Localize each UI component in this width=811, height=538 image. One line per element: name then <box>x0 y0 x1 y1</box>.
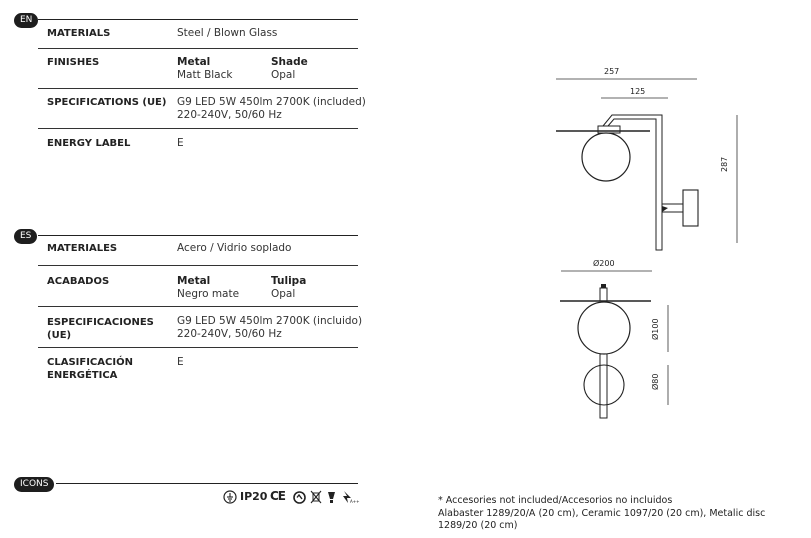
side-globe <box>582 133 630 181</box>
dim-label-125: 125 <box>630 87 646 96</box>
svg-text:A++: A++ <box>350 499 360 504</box>
weee-bin-icon <box>310 490 322 504</box>
es-sep-3 <box>38 347 358 348</box>
en-finish-col2-head: Shade <box>271 56 308 68</box>
es-tag: ES <box>14 229 37 244</box>
es-materials-value: Acero / Vidrio soplado <box>177 242 292 254</box>
dim-label-100: Ø100 <box>651 318 660 340</box>
icons-row <box>223 489 363 505</box>
ip-rating-icon: IP20 <box>240 490 268 503</box>
front-top-stem <box>601 284 606 288</box>
es-spec-line2: 220-240V, 50/60 Hz <box>177 328 282 340</box>
en-finish-col2-value: Opal <box>271 69 296 81</box>
es-spec-line1: G9 LED 5W 450lm 2700K (incluido) <box>177 315 363 327</box>
en-materials-label: MATERIALS <box>47 28 111 39</box>
en-sep-2 <box>38 88 358 89</box>
es-energy-label-line1: CLASIFICACIÓN <box>47 357 133 368</box>
es-finish-col1-head: Metal <box>177 275 211 287</box>
en-sep-1 <box>38 48 358 49</box>
es-energy-value: E <box>177 356 184 368</box>
en-finish-col1-value: Matt Black <box>177 69 233 81</box>
front-cap <box>600 288 607 301</box>
bulb-icon <box>326 490 337 504</box>
en-spec-line1: G9 LED 5W 450lm 2700K (included) <box>177 96 366 108</box>
dim-label-200: Ø200 <box>593 259 615 268</box>
side-wall-mount <box>683 190 698 226</box>
accessories-note-line2: Alabaster 1289/20/A (20 cm), Ceramic 1097/20 (20 cm), Metalic disc <box>438 508 766 519</box>
dim-label-287: 287 <box>720 156 729 172</box>
es-materials-label: MATERIALES <box>47 243 118 254</box>
energy-class-icon <box>341 490 360 504</box>
es-energy-label-line2: ENERGÉTICA <box>47 370 118 381</box>
front-rod <box>600 354 607 418</box>
en-spec-label: SPECIFICATIONS (UE) <box>47 97 167 108</box>
front-wall-plate <box>584 365 624 405</box>
recycle-icon <box>293 491 306 504</box>
es-finish-col2-head: Tulipa <box>271 275 307 287</box>
es-finish-col1-value: Negro mate <box>177 288 240 300</box>
en-materials-value: Steel / Blown Glass <box>177 27 278 39</box>
side-arm <box>603 115 662 250</box>
en-tag: EN <box>14 13 38 28</box>
ce-mark-icon: CE <box>270 489 286 503</box>
ground-class-icon <box>223 490 237 504</box>
es-finishes-label: ACABADOS <box>47 276 110 287</box>
side-wall-connector <box>662 204 683 212</box>
en-sep-3 <box>38 128 358 129</box>
en-energy-value: E <box>177 137 184 149</box>
es-sep-1 <box>38 265 358 266</box>
es-sep-2 <box>38 306 358 307</box>
en-spec-line2: 220-240V, 50/60 Hz <box>177 109 282 121</box>
dim-label-257: 257 <box>604 67 620 76</box>
en-top-rule <box>38 19 358 20</box>
es-spec-label-line2: (UE) <box>47 330 72 341</box>
side-wall-knob <box>662 206 668 212</box>
en-finishes-label: FINISHES <box>47 57 100 68</box>
en-finish-col1-head: Metal <box>177 56 211 68</box>
es-finish-col2-value: Opal <box>271 288 296 300</box>
front-globe <box>578 302 630 354</box>
icons-rule <box>56 483 358 484</box>
side-cap <box>598 126 620 133</box>
dim-label-80: Ø80 <box>651 373 660 390</box>
accessories-note-line3: 1289/20 (20 cm) <box>438 520 518 531</box>
en-energy-label: ENERGY LABEL <box>47 138 131 149</box>
icons-tag: ICONS <box>14 477 54 492</box>
es-spec-label-line1: ESPECIFICACIONES <box>47 317 154 328</box>
accessories-note-line1: * Accesories not included/Accesorios no incluidos <box>438 495 673 506</box>
es-top-rule <box>38 235 358 236</box>
